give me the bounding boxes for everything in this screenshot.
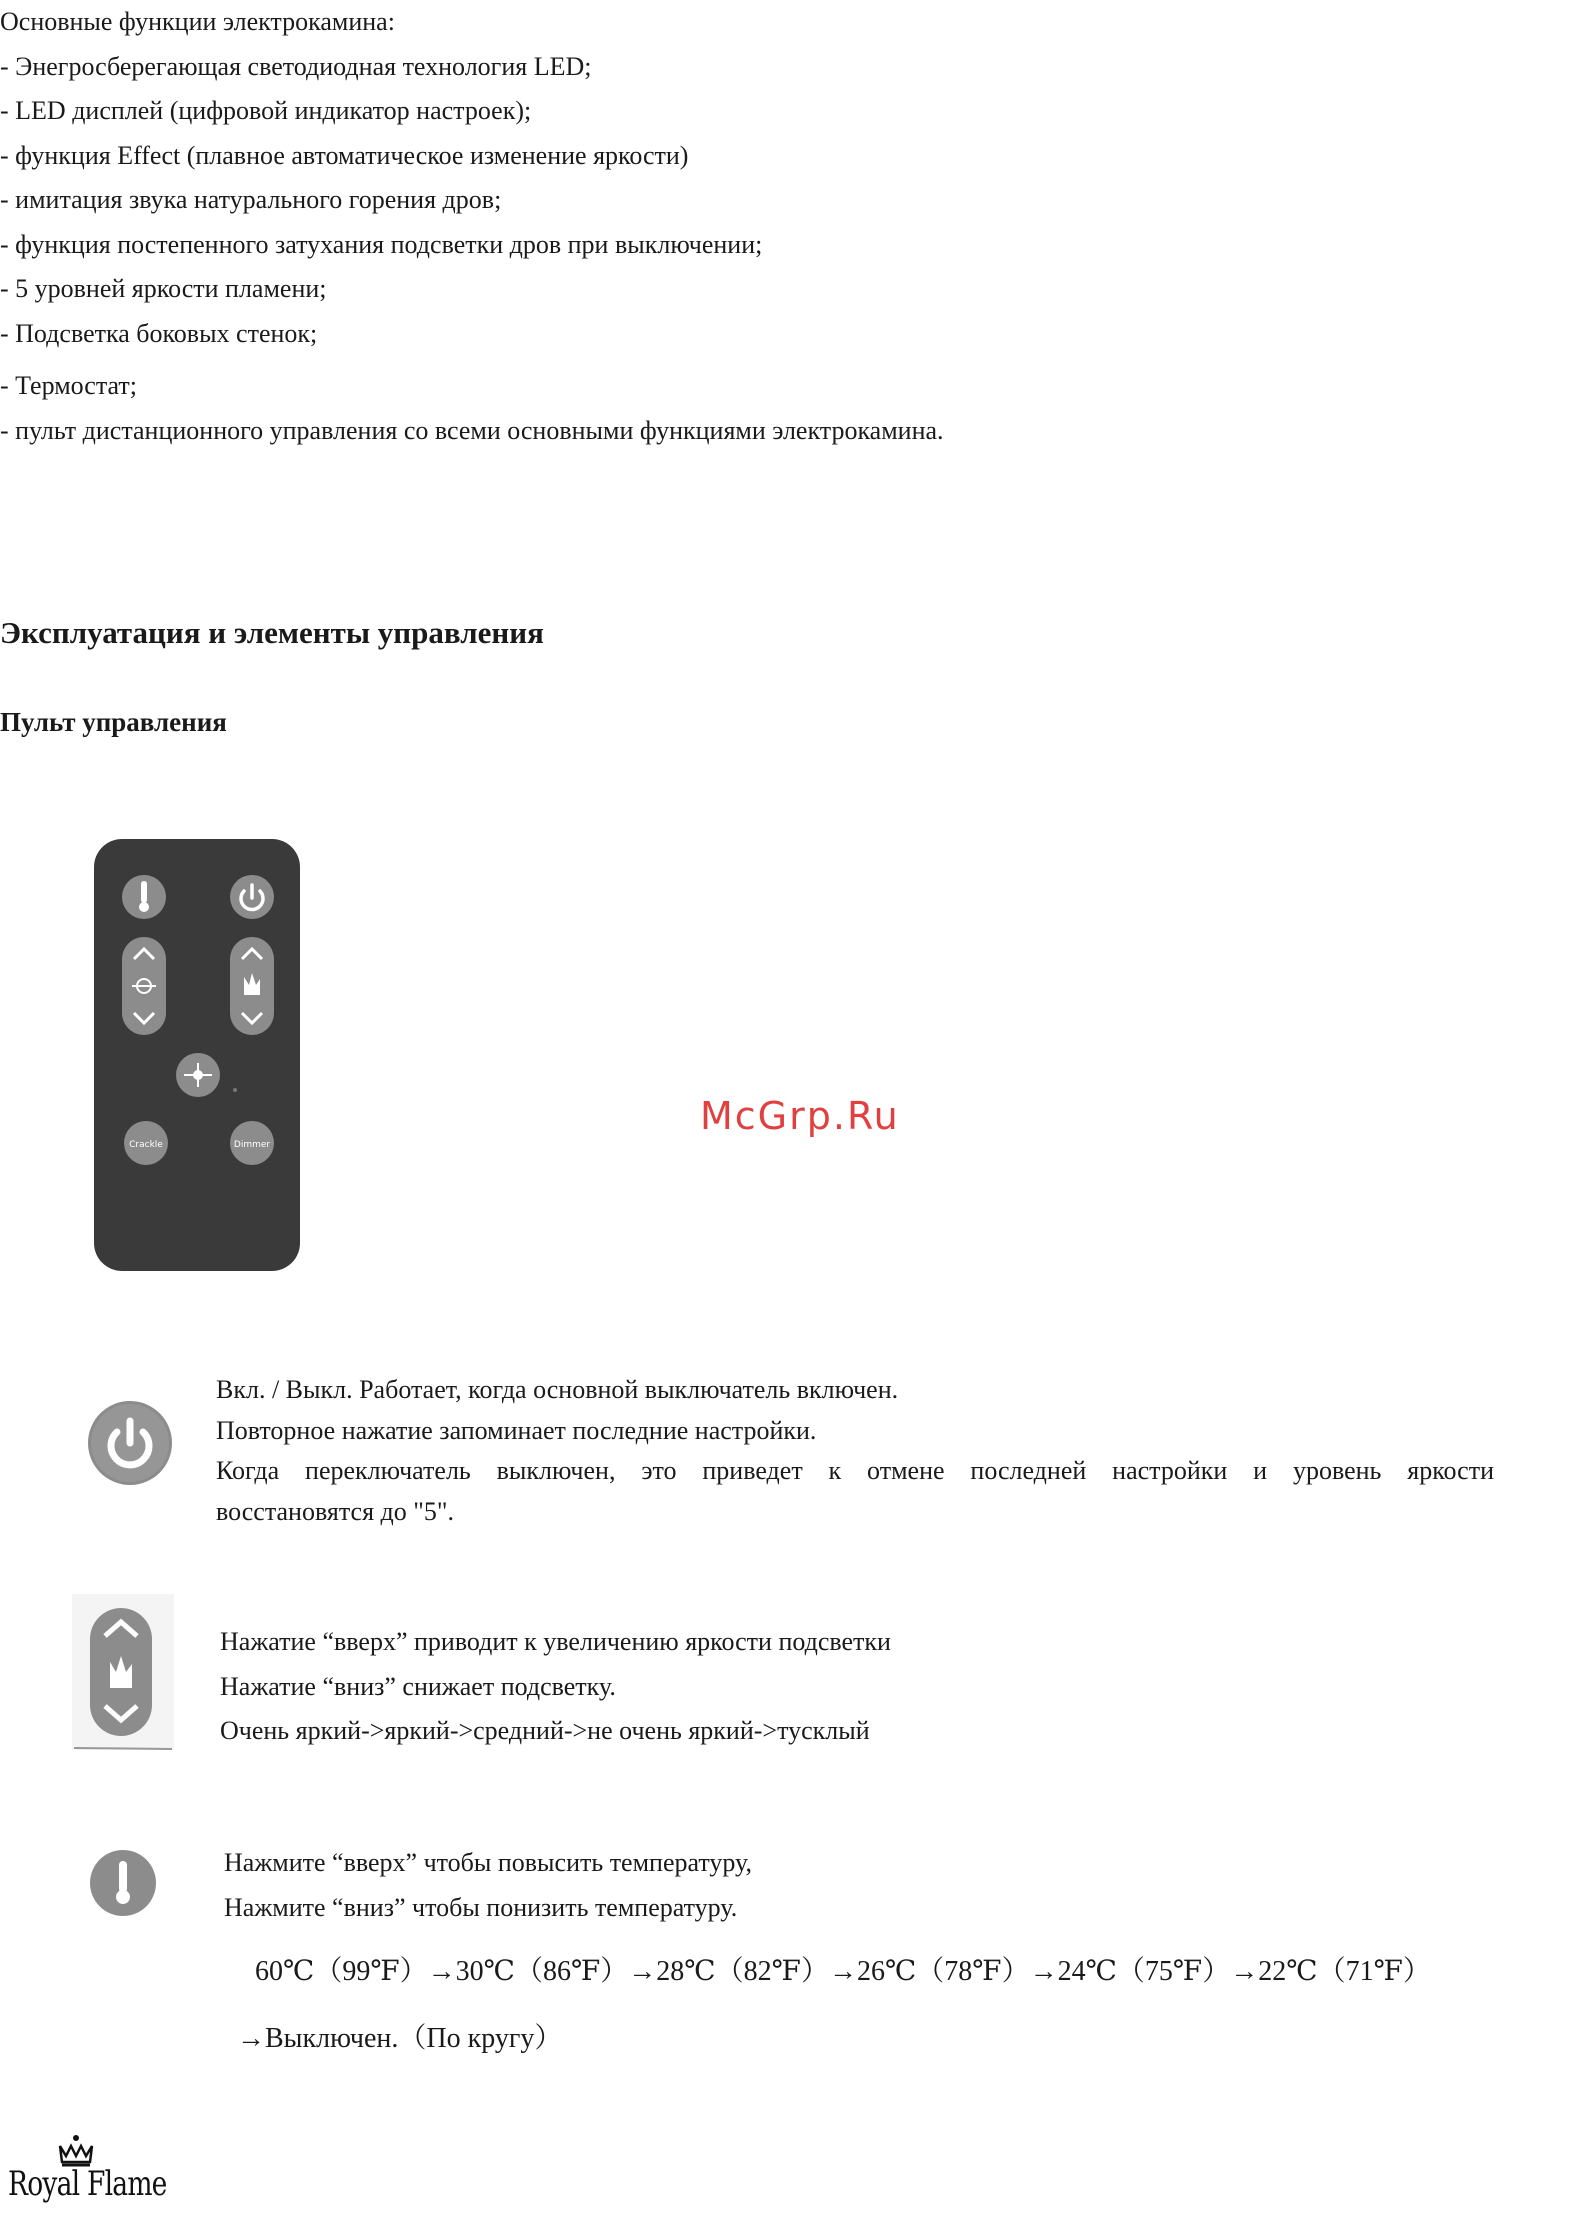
feature-item: - имитация звука натурального горения дров; [0,185,502,214]
section-title: Эксплуатация и элементы управления [0,615,544,650]
brand-name: Royal Flame [8,2164,167,2204]
power-icon [86,1399,174,1487]
feature-item: - функция Effect (плавное автоматическое изменение яркости) [0,140,689,170]
temperature-cycle: 60℃（99℉）→30℃（86℉）→28℃（82℉）→26℃（78℉）→24℃（75℉）→22℃（71℉） [255,1956,1431,1987]
crackle-button-label: Crackle [129,1140,163,1150]
feature-item: - LED дисплей (цифровой индикатор настроек); [0,96,532,125]
thermostat-text-line: Нажмите “вниз” чтобы понизить температуру. [224,1892,738,1922]
brightness-description [220,1620,891,1754]
brightness-text-line: Нажатие “вверх” приводит к увеличению яркости подсветки [220,1627,891,1656]
temperature-cycle-end: →Выключен.（По кругу） [237,2023,563,2054]
power-description [216,1370,1494,1532]
brightness-rocker-icon [70,1592,176,1752]
feature-item: - 5 уровней яркости пламени; [0,274,327,303]
brand-logo [8,2134,167,2204]
brightness-text-line: Нажатие “вниз” снижает подсветку. [220,1671,616,1701]
power-text-line: Когда переключатель выключен, это приведет к отмене последней настройки и уровень яркости [216,1456,1494,1485]
power-text-line: Повторное нажатие запоминает последние настройки. [216,1415,817,1445]
feature-item: - Термостат; [0,371,137,400]
thermostat-description [224,1841,752,1930]
power-text-line: восстановятся до "5". [216,1496,454,1526]
feature-item: - функция постепенного затухания подсветки дров при выключении; [0,229,763,259]
dimmer-button-label: Dimmer [233,1140,271,1150]
thermostat-text-line: Нажмите “вверх” чтобы повысить температуру, [224,1848,752,1877]
power-text-line: Вкл. / Выкл. Работает, когда основной выключатель включен. [216,1375,899,1404]
thermometer-icon [88,1848,158,1918]
watermark: McGrp.Ru [700,1094,900,1138]
brightness-text-line: Очень яркий->яркий->средний->не очень яркий->тусклый [220,1716,870,1745]
features-list [0,0,944,453]
features-heading: Основные функции электрокамина: [0,7,395,36]
remote-control-image [92,837,304,1277]
feature-item: - Энегросберегающая светодиодная технология LED; [0,51,592,81]
crown-icon [56,2134,96,2168]
section-subtitle: Пульт управления [0,707,227,737]
feature-item: - пульт дистанционного управления со всеми основными функциями электрокамина. [0,415,944,445]
feature-item: - Подсветка боковых стенок; [0,318,318,348]
